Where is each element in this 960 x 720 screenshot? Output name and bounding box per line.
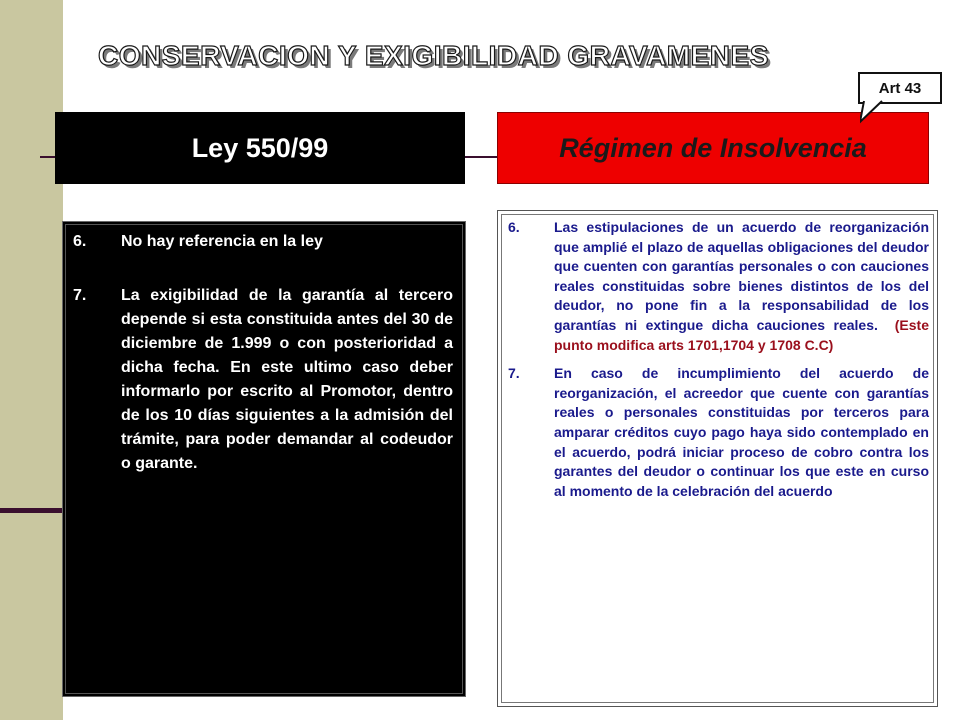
regimen-insolvencia-panel	[497, 210, 938, 707]
left-divider-bar	[0, 508, 63, 513]
left-item-7	[73, 284, 453, 476]
left-item-6	[73, 230, 453, 254]
header-regimen-insolvencia-label: Régimen de Insolvencia	[559, 132, 867, 163]
callout-pointer-icon	[860, 100, 900, 126]
header-ley-550	[55, 112, 465, 184]
right-item-6-number: 6.	[508, 219, 520, 235]
right-item-6-body: Las estipulaciones de un acuerdo de reorganización que amplié el plazo de aquellas obligaciones del deudor que cuenten con garantías personales o con cauciones reales constituidas sobre bienes distintos de los del deudor, no pone fin a la responsabilidad de los garantías ni extingue dicha cauciones reales.	[554, 219, 929, 333]
right-item-7-number: 7.	[508, 365, 520, 382]
article-callout-label: Art 43	[878, 79, 922, 97]
left-decor-band	[0, 0, 63, 720]
right-item-7	[508, 364, 929, 501]
left-item-6-text: No hay referencia en la ley	[121, 233, 323, 250]
right-item-6	[508, 218, 929, 355]
left-item-7-number: 7.	[73, 287, 87, 304]
right-item-6-note: (Este punto modifica arts 1701,1704 y 1708 C.C)	[554, 316, 929, 353]
header-ley-550-label: Ley 550/99	[191, 132, 329, 163]
ley-550-panel	[62, 221, 466, 697]
left-item-7-text: La exigibilidad de la garantía al tercero depende si esta constituida antes del 30 de diciembre de 1.999 o con posterioridad a dicha fecha. En este ultimo caso deber informarlo por escrito al Promotor, dentro de los 10 días siguientes a la admisión del trámite, para poder demandar al codeudor o garante.	[121, 287, 453, 472]
right-item-6-text	[554, 218, 929, 355]
right-item-7-text: En caso de incumplimiento del acuerdo de reorganización, el acreedor que cuente con garantías reales o personales constituidas por terceros para amparar créditos cuyo pago haya sido contemplado en el acuerdo, podrá iniciar proceso de cobro contra los garantes del deudor o continuar los que este en curso al momento de la celebración del acuerdo	[554, 365, 929, 499]
left-item-6-number: 6.	[73, 233, 87, 250]
connector-line-middle	[465, 156, 498, 158]
slide-title: CONSERVACION Y EXIGIBILIDAD GRAVAMENES	[98, 40, 769, 71]
